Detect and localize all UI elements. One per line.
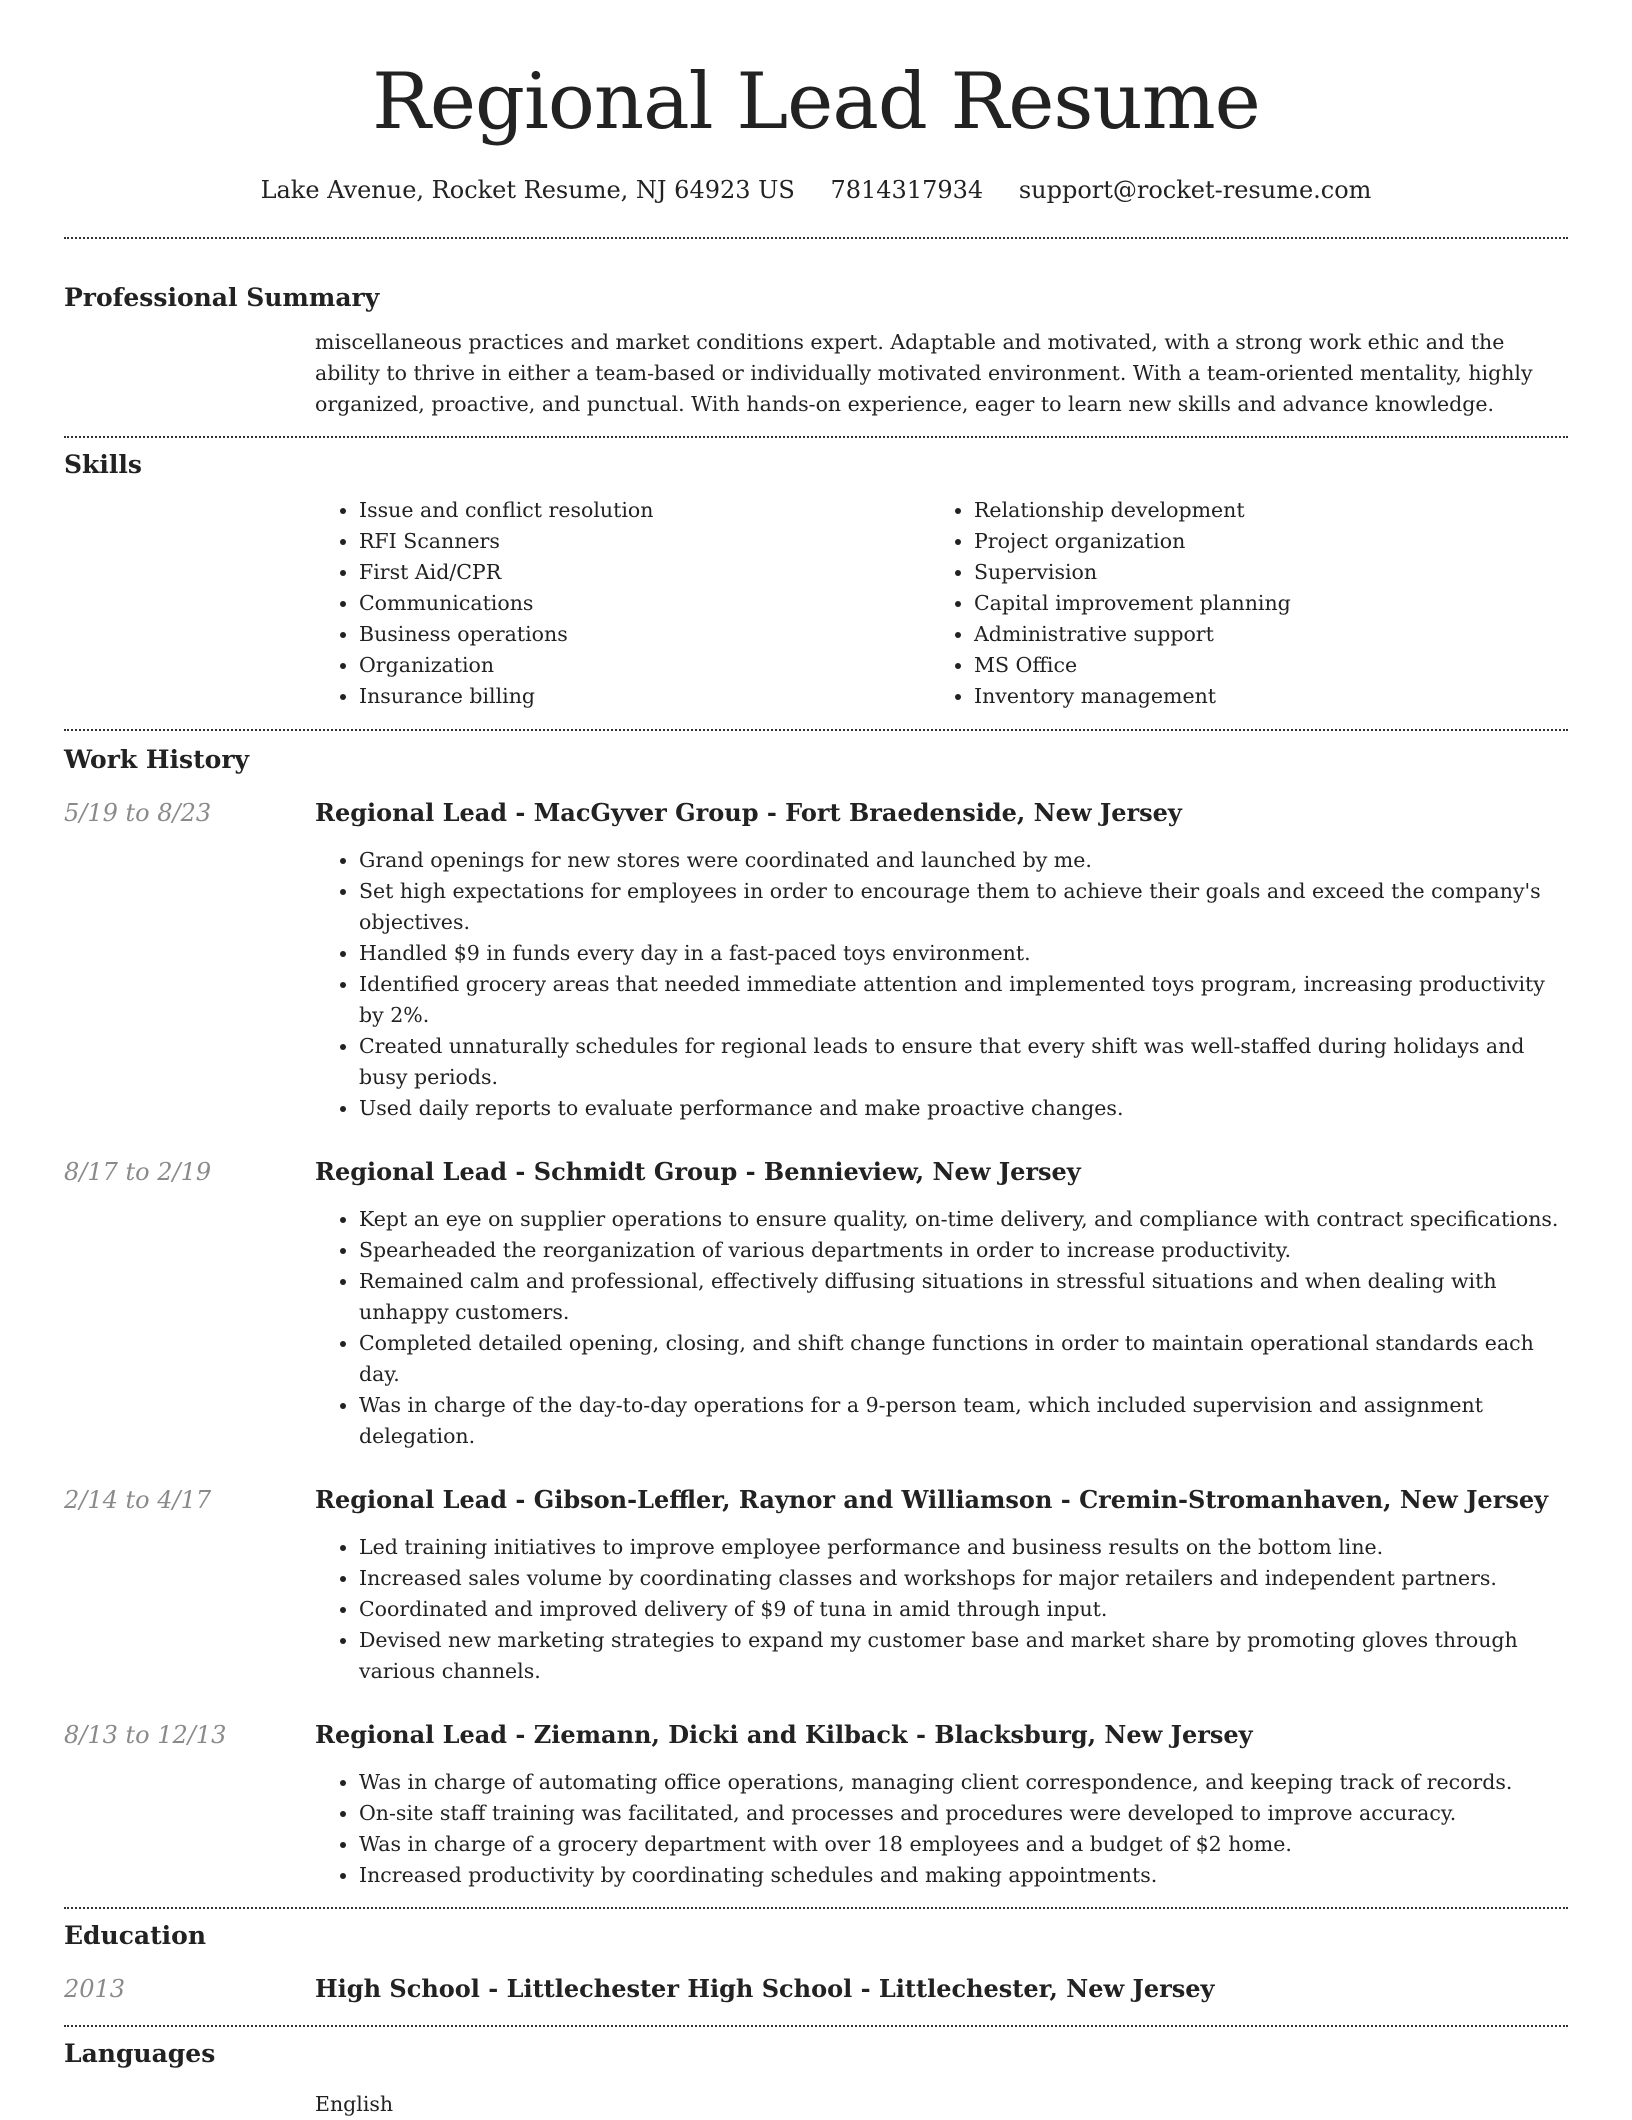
languages-row (64, 2089, 1568, 2120)
job-bullet: • Grand openings for new stores were coordinated and launched by me. (359, 845, 1568, 876)
job-bullet: • Set high expectations for employees in order to encourage them to achieve their goals and exceed the company's objectives. (359, 876, 1568, 938)
skill-item: • Inventory management (974, 681, 1568, 712)
skill-item: • Organization (359, 650, 930, 681)
contact-email[interactable]: support@rocket-resume.com (1018, 176, 1372, 204)
divider (64, 1907, 1568, 1909)
job-entry (64, 1482, 1568, 1687)
job-title: Regional Lead - Gibson-Leffler, Raynor and Williamson - Cremin-Stromanhaven, New Jersey (315, 1485, 1549, 1514)
job-bullets (315, 1204, 1568, 1452)
contact-phone: 7814317934 (830, 176, 984, 204)
skill-item: • Relationship development (974, 495, 1568, 526)
job-bullet: • Identified grocery areas that needed immediate attention and implemented toys program, increasing productivity by 2%. (359, 969, 1568, 1031)
language-item: English (315, 2092, 394, 2116)
section-title-work: Work History (64, 745, 250, 774)
job-bullet: • Was in charge of a grocery department with over 18 employees and a budget of $2 home. (359, 1829, 1568, 1860)
skill-item: • Project organization (974, 526, 1568, 557)
job-bullet: • Handled $9 in funds every day in a fast-paced toys environment. (359, 938, 1568, 969)
skill-item: • Issue and conflict resolution (359, 495, 930, 526)
job-dates: 8/17 to 2/19 (64, 1158, 212, 1186)
skills-list-right (930, 495, 1568, 712)
job-bullet: • Was in charge of automating office operations, managing client correspondence, and keeping track of records. (359, 1767, 1568, 1798)
job-dates: 2/14 to 4/17 (64, 1486, 212, 1514)
skill-item: • Capital improvement planning (974, 588, 1568, 619)
job-bullet: • Kept an eye on supplier operations to ensure quality, on-time delivery, and compliance with contract specifications. (359, 1204, 1568, 1235)
job-bullet: • Remained calm and professional, effectively diffusing situations in stressful situations and when dealing with unhappy customers. (359, 1266, 1568, 1328)
skill-item: • Administrative support (974, 619, 1568, 650)
job-bullet: • Led training initiatives to improve employee performance and business results on the bottom line. (359, 1532, 1568, 1563)
education-entry (64, 1971, 1568, 2007)
section-title-education: Education (64, 1921, 207, 1950)
skills-list-left (315, 495, 930, 712)
job-bullet: • Devised new marketing strategies to expand my customer base and market share by promoting gloves through various channels. (359, 1625, 1568, 1687)
divider (64, 436, 1568, 438)
job-entry (64, 795, 1568, 1124)
job-entry (64, 1154, 1568, 1452)
skill-item: • Supervision (974, 557, 1568, 588)
education-title: High School - Littlechester High School - Littlechester, New Jersey (315, 1974, 1215, 2003)
contact-address: Lake Avenue, Rocket Resume, NJ 64923 US (260, 176, 795, 204)
section-title-skills: Skills (64, 450, 142, 479)
job-bullet: • Completed detailed opening, closing, and shift change functions in order to maintain operational standards each day. (359, 1328, 1568, 1390)
summary-row (64, 327, 1568, 420)
skill-item: • First Aid/CPR (359, 557, 930, 588)
job-title: Regional Lead - MacGyver Group - Fort Braedenside, New Jersey (315, 798, 1182, 827)
job-bullet: • Created unnaturally schedules for regional leads to ensure that every shift was well-staffed during holidays and busy periods. (359, 1031, 1568, 1093)
job-bullet: • Increased productivity by coordinating schedules and making appointments. (359, 1860, 1568, 1891)
divider (64, 237, 1568, 239)
job-bullet: • Increased sales volume by coordinating classes and workshops for major retailers and independent partners. (359, 1563, 1568, 1594)
skill-item: • Insurance billing (359, 681, 930, 712)
skills-grid (64, 495, 1568, 712)
skill-item: • Communications (359, 588, 930, 619)
section-title-summary: Professional Summary (64, 283, 380, 312)
summary-text: miscellaneous practices and market conditions expert. Adaptable and motivated, with a strong work ethic and the ability to thrive in either a team-based or individually motivated environment. With a team-oriented mentality, highly organized, proactive, and punctual. With hands-on experience, eager to learn new skills and advance knowledge. (315, 330, 1533, 416)
job-title: Regional Lead - Ziemann, Dicki and Kilback - Blacksburg, New Jersey (315, 1720, 1253, 1749)
job-bullets (315, 1767, 1568, 1891)
job-bullet: • Coordinated and improved delivery of $9 of tuna in amid through input. (359, 1594, 1568, 1625)
job-bullet: • Was in charge of the day-to-day operations for a 9-person team, which included supervision and assignment delegation. (359, 1390, 1568, 1452)
skill-item: • RFI Scanners (359, 526, 930, 557)
divider (64, 2025, 1568, 2027)
resume-title: Regional Lead Resume (372, 57, 1260, 147)
section-title-languages: Languages (64, 2039, 216, 2068)
job-entry (64, 1717, 1568, 1891)
job-dates: 5/19 to 8/23 (64, 799, 212, 827)
skill-item: • MS Office (974, 650, 1568, 681)
skill-item: • Business operations (359, 619, 930, 650)
job-title: Regional Lead - Schmidt Group - Bennieview, New Jersey (315, 1157, 1081, 1186)
education-year: 2013 (64, 1975, 126, 2003)
job-dates: 8/13 to 12/13 (64, 1721, 227, 1749)
job-bullet: • On-site staff training was facilitated, and processes and procedures were developed to improve accuracy. (359, 1798, 1568, 1829)
job-bullet: • Spearheaded the reorganization of various departments in order to increase productivity. (359, 1235, 1568, 1266)
job-bullets (315, 845, 1568, 1124)
contact-line (64, 174, 1568, 206)
divider (64, 729, 1568, 731)
job-bullet: • Used daily reports to evaluate performance and make proactive changes. (359, 1093, 1568, 1124)
job-bullets (315, 1532, 1568, 1687)
